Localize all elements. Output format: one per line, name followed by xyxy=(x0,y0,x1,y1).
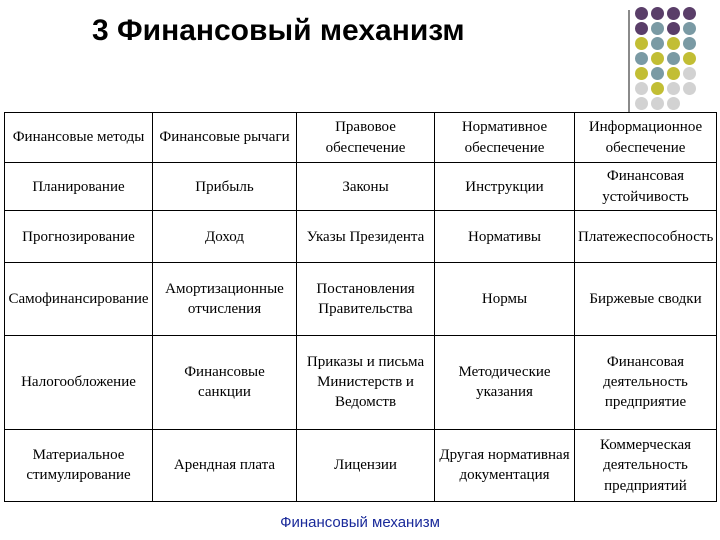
table-row xyxy=(5,335,717,429)
decor-dot xyxy=(667,82,680,95)
table-cell: Нормы xyxy=(435,263,575,335)
table-cell: Другая нормативная документация xyxy=(435,429,575,501)
table-cell: Налогообложение xyxy=(5,335,153,429)
mechanism-table xyxy=(4,112,717,502)
decor-dot xyxy=(651,82,664,95)
header-cell: Правовое обеспечение xyxy=(297,113,435,163)
decor-dot xyxy=(683,22,696,35)
decor-dot xyxy=(651,52,664,65)
slide-caption: Финансовый механизм xyxy=(280,514,440,531)
table-cell: Лицензии xyxy=(297,429,435,501)
table-cell: Прибыль xyxy=(153,163,297,211)
decor-dot xyxy=(651,7,664,20)
table-cell: Финансовая деятельность предприятие xyxy=(575,335,717,429)
table-cell: Финансовая устойчивость xyxy=(575,163,717,211)
table-row xyxy=(5,429,717,501)
table-cell: Методические указания xyxy=(435,335,575,429)
decor-dot xyxy=(667,22,680,35)
table-cell: Амортизационные отчисления xyxy=(153,263,297,335)
decor-dot xyxy=(635,52,648,65)
table-cell: Арендная плата xyxy=(153,429,297,501)
header-cell: Финансовые методы xyxy=(5,113,153,163)
decor-dot xyxy=(651,97,664,110)
decor-dot xyxy=(635,67,648,80)
decor-dot xyxy=(683,52,696,65)
table-cell: Приказы и письма Министерств и Ведомств xyxy=(297,335,435,429)
decor-dot xyxy=(635,82,648,95)
table-row xyxy=(5,211,717,263)
table-cell: Коммерческая деятельность предприятий xyxy=(575,429,717,501)
table-cell: Указы Президента xyxy=(297,211,435,263)
table-cell: Законы xyxy=(297,163,435,211)
table-header-row xyxy=(5,113,717,163)
decor-dot xyxy=(635,7,648,20)
table-cell: Самофинансирование xyxy=(5,263,153,335)
decor-dot xyxy=(667,67,680,80)
decor-dot xyxy=(667,97,680,110)
decor-dot xyxy=(635,97,648,110)
decor-dot xyxy=(651,67,664,80)
decor-dot xyxy=(667,7,680,20)
decor-dot xyxy=(683,37,696,50)
table-row xyxy=(5,163,717,211)
table-cell: Постановления Правительства xyxy=(297,263,435,335)
table-cell: Биржевые сводки xyxy=(575,263,717,335)
decor-dot xyxy=(635,37,648,50)
header-cell: Нормативное обеспечение xyxy=(435,113,575,163)
decor-dot xyxy=(635,22,648,35)
table-cell: Платежеспособность xyxy=(575,211,717,263)
table-cell: Доход xyxy=(153,211,297,263)
table-row xyxy=(5,263,717,335)
decor-dot xyxy=(683,82,696,95)
slide-title: 3 Финансовый механизм xyxy=(92,14,465,47)
table-cell: Инструкции xyxy=(435,163,575,211)
decor-dot xyxy=(683,67,696,80)
header-cell: Информационное обеспечение xyxy=(575,113,717,163)
table-cell: Финансовые санкции xyxy=(153,335,297,429)
table-cell: Прогнозирование xyxy=(5,211,153,263)
decor-dot xyxy=(651,37,664,50)
decor-dot xyxy=(651,22,664,35)
decor-dot xyxy=(667,52,680,65)
table-cell: Планирование xyxy=(5,163,153,211)
table-cell: Нормативы xyxy=(435,211,575,263)
divider-line xyxy=(628,10,630,112)
header-cell: Финансовые рычаги xyxy=(153,113,297,163)
table-cell: Материальное стимулирование xyxy=(5,429,153,501)
decor-dot xyxy=(667,37,680,50)
decor-dot xyxy=(683,7,696,20)
